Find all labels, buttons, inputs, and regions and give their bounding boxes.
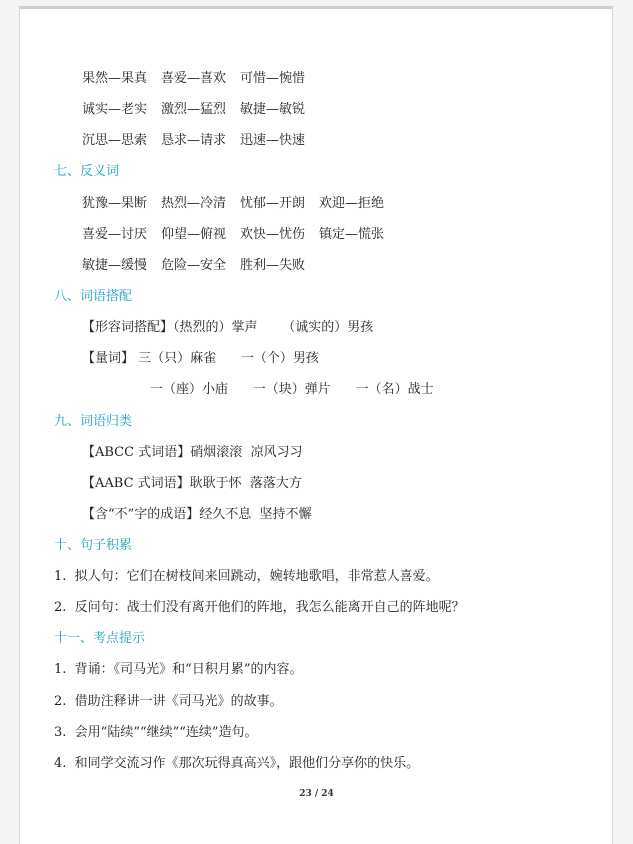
synonym-row: 沉思—思索 恳求—请求 迅速—快速 bbox=[82, 133, 306, 148]
section-heading: 七、反义词 bbox=[54, 164, 120, 179]
word-category-line: 【含“不”字的成语】经久不息 坚持不懈 bbox=[82, 507, 312, 522]
collocation-line: 一（座）小庙 一（块）弹片 一（名）战士 bbox=[150, 382, 434, 397]
antonym-row: 喜爱—讨厌 仰望—俯视 欢快—忧伤 镇定—慌张 bbox=[82, 227, 385, 242]
antonym-row: 犹豫—果断 热烈—冷清 忧郁—开朗 欢迎—拒绝 bbox=[82, 196, 385, 211]
exam-point-item: 2. 借助注释讲一讲《司马光》的故事。 bbox=[54, 694, 283, 709]
section-heading: 十一、考点提示 bbox=[54, 631, 146, 646]
antonym-row: 敏捷—缓慢 危险—安全 胜利—失败 bbox=[82, 258, 306, 273]
word-category-line: 【ABCC 式词语】硝烟滚滚 凉风习习 bbox=[82, 445, 303, 460]
exam-point-item: 3. 会用“陆续”“继续”“连续”造句。 bbox=[54, 725, 258, 740]
section-heading: 十、句子积累 bbox=[54, 538, 133, 553]
section-heading: 八、词语搭配 bbox=[54, 289, 133, 304]
page-number: 23 / 24 bbox=[299, 789, 334, 799]
collocation-line: 【形容词搭配】（热烈的）掌声 （诚实的）男孩 bbox=[82, 320, 374, 335]
word-category-line: 【AABC 式词语】耿耿于怀 落落大方 bbox=[82, 476, 302, 491]
synonym-row: 诚实—老实 激烈—猛烈 敏捷—敏锐 bbox=[82, 102, 306, 117]
section-heading: 九、词语归类 bbox=[54, 414, 133, 429]
sentence-item: 1. 拟人句：它们在树枝间来回跳动，婉转地歌唱，非常惹人喜爱。 bbox=[54, 569, 439, 584]
collocation-line: 【量词】 三（只）麻雀 一（个）男孩 bbox=[82, 351, 319, 366]
synonym-row: 果然—果真 喜爱—喜欢 可惜—惋惜 bbox=[82, 71, 306, 86]
exam-point-item: 4. 和同学交流习作《那次玩得真高兴》，跟他们分享你的快乐。 bbox=[54, 756, 420, 771]
exam-point-item: 1. 背诵：《司马光》和“日积月累”的内容。 bbox=[54, 662, 303, 677]
sentence-item: 2. 反问句：战士们没有离开他们的阵地，我怎么能离开自己的阵地呢？ bbox=[54, 600, 465, 615]
